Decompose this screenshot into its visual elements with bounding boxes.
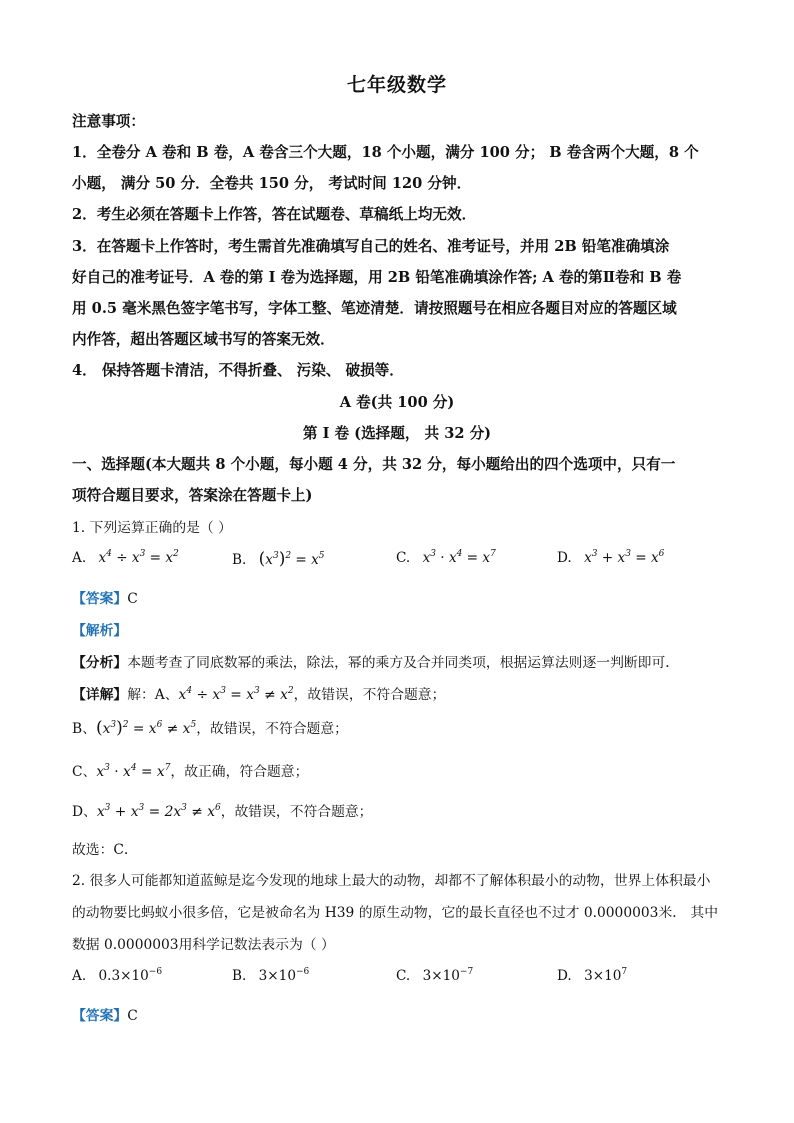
notice-line-5: 好自己的准考证号．A 卷的第 I 卷为选择题，用 2B 铅笔准确填涂作答; A 卷的第Ⅱ卷和 B 卷 [72, 269, 682, 286]
q1-detail-b-tail: ，故错误，不符合题意； [196, 721, 348, 737]
notice-line-1: 1．全卷分 A 卷和 B 卷，A 卷含三个大题，18 个小题，满分 100 分； B 卷含两个大题，8 个 [72, 144, 699, 161]
q2-option-d [557, 968, 627, 984]
q2-stem-line-1: 2. 很多人可能都知道蓝鲸是迄今发现的地球上最大的动物，却都不了解体积最小的动物，世界上体积最小 [72, 873, 711, 889]
q2-answer-tag: 【答案】 [72, 1008, 128, 1024]
q1-detail-a-tail: ，故错误，不符合题意； [293, 687, 446, 703]
q2-option-d-label: D. [557, 968, 572, 984]
q2-option-c-label: C. [396, 968, 411, 984]
notice-line-3: 2．考生必须在答题卡上作答，答在试题卷、草稿纸上均无效． [72, 206, 477, 223]
part-one-heading: 第 Ⅰ 卷 (选择题， 共 32 分) [302, 425, 492, 442]
q1-detail-tag: 【详解】 [72, 687, 128, 703]
q2-option-a [72, 968, 162, 984]
q1-detail-d-tail: ，故错误，不符合题意； [220, 804, 373, 820]
q1-answer [72, 587, 138, 607]
q2-option-c [396, 968, 473, 984]
q1-detail-c-formula: $x^3 \cdot x^4 = x^7$ [96, 763, 171, 780]
q1-fenxi-tag: 【分析】 [72, 655, 128, 671]
q1-option-c-label: C. [396, 550, 411, 566]
q1-answer-value: C [127, 591, 138, 607]
q1-option-d [557, 550, 664, 566]
notice-line-4: 3．在答题卡上作答时，考生需首先准确填写自己的姓名、准考证号，并用 2B 铅笔准确填涂 [72, 238, 670, 255]
q2-answer [72, 1004, 138, 1024]
page-title: 七年级数学 [346, 74, 447, 96]
q1-option-c-formula: $x^3 \cdot x^4 = x^7$ [422, 549, 496, 566]
q2-option-b [232, 968, 309, 984]
q2-answer-value: C [127, 1008, 138, 1024]
q1-analysis-tag: 【解析】 [72, 623, 128, 639]
q1-choice: 故选：C． [72, 842, 138, 858]
q2-option-b-label: B. [232, 968, 247, 984]
q2-option-b-formula: $3\times 10^{-6}$ [258, 967, 310, 984]
section-a-heading: A 卷(共 100 分) [339, 394, 455, 411]
q1-detail-d [72, 800, 372, 820]
q2-option-a-label: A. [72, 968, 87, 984]
q1-option-b-formula: $(x^3)^2 = x^5$ [258, 549, 325, 569]
q1-option-a [72, 550, 179, 566]
q1-detail-b-label: B、 [72, 721, 96, 737]
q1-stem: 1. 下列运算正确的是（ ） [72, 520, 232, 536]
q1-detail-a-formula: $x^4 \div x^3 = x^3 \ne x^2$ [178, 686, 294, 703]
q1-fenxi-text: 本题考查了同底数幂的乘法，除法，幂的乘方及合并同类项，根据运算法则逐一判断即可． [127, 655, 680, 671]
q1-option-a-formula: $x^4 \div x^3 = x^2$ [98, 549, 179, 566]
q1-fenxi [72, 651, 679, 671]
q1-option-d-label: D. [557, 550, 572, 566]
q1-detail-b [72, 717, 348, 738]
q1-answer-tag: 【答案】 [72, 591, 128, 607]
q1-detail-d-label: D、 [72, 804, 97, 820]
q1-detail-c [72, 760, 308, 780]
notice-line-7: 内作答，超出答题区域书写的答案无效． [72, 331, 335, 348]
q1-detail-a [72, 683, 445, 703]
q2-stem-line-3: 数据 0.0000003用科学记数法表示为（ ） [72, 937, 335, 953]
q1-option-c [396, 550, 496, 566]
q1-option-d-formula: $x^3 + x^3 = x^6$ [584, 549, 665, 566]
notice-line-8: 4． 保持答题卡清洁，不得折叠、 污染、 破损等． [72, 362, 404, 379]
q2-option-c-formula: $3\times 10^{-7}$ [422, 967, 474, 984]
notice-line-2: 小题， 满分 50 分．全卷共 150 分， 考试时间 120 分钟． [72, 175, 472, 192]
q2-option-d-formula: $3\times 10^7$ [584, 967, 628, 984]
question-section-line-2: 项符合题目要求，答案涂在答题卡上) [72, 487, 313, 504]
notice-line-6: 用 0.5 毫米黑色签字笔书写，字体工整、笔迹清楚．请按照题号在相应各题目对应的答题区域 [72, 300, 677, 317]
q2-option-a-formula: $0.3\times 10^{-6}$ [98, 967, 163, 984]
q1-detail-a-label: 解：A、 [127, 687, 179, 703]
notice-heading: 注意事项： [72, 113, 145, 130]
q1-detail-b-formula: $(x^3)^2 = x^6 \ne x^5$ [95, 718, 197, 738]
q1-detail-c-tail: ，故正确，符合题意； [170, 764, 309, 780]
q1-option-b-label: B. [232, 552, 247, 568]
question-section-line-1: 一、选择题(本大题共 8 个小题，每小题 4 分，共 32 分，每小题给出的四个选项中，只有一 [72, 456, 676, 473]
q1-detail-d-formula: $x^3 + x^3 = 2x^3 \ne x^6$ [96, 803, 221, 820]
q1-option-b [232, 549, 325, 569]
q1-detail-c-label: C、 [72, 764, 97, 780]
q1-option-a-label: A. [72, 550, 87, 566]
q1-analysis [72, 619, 127, 639]
q2-stem-line-2: 的动物要比蚂蚁小很多倍，它是被命名为 H39 的原生动物，它的最长直径也不过才 0.0000003米． 其中 [72, 905, 719, 921]
